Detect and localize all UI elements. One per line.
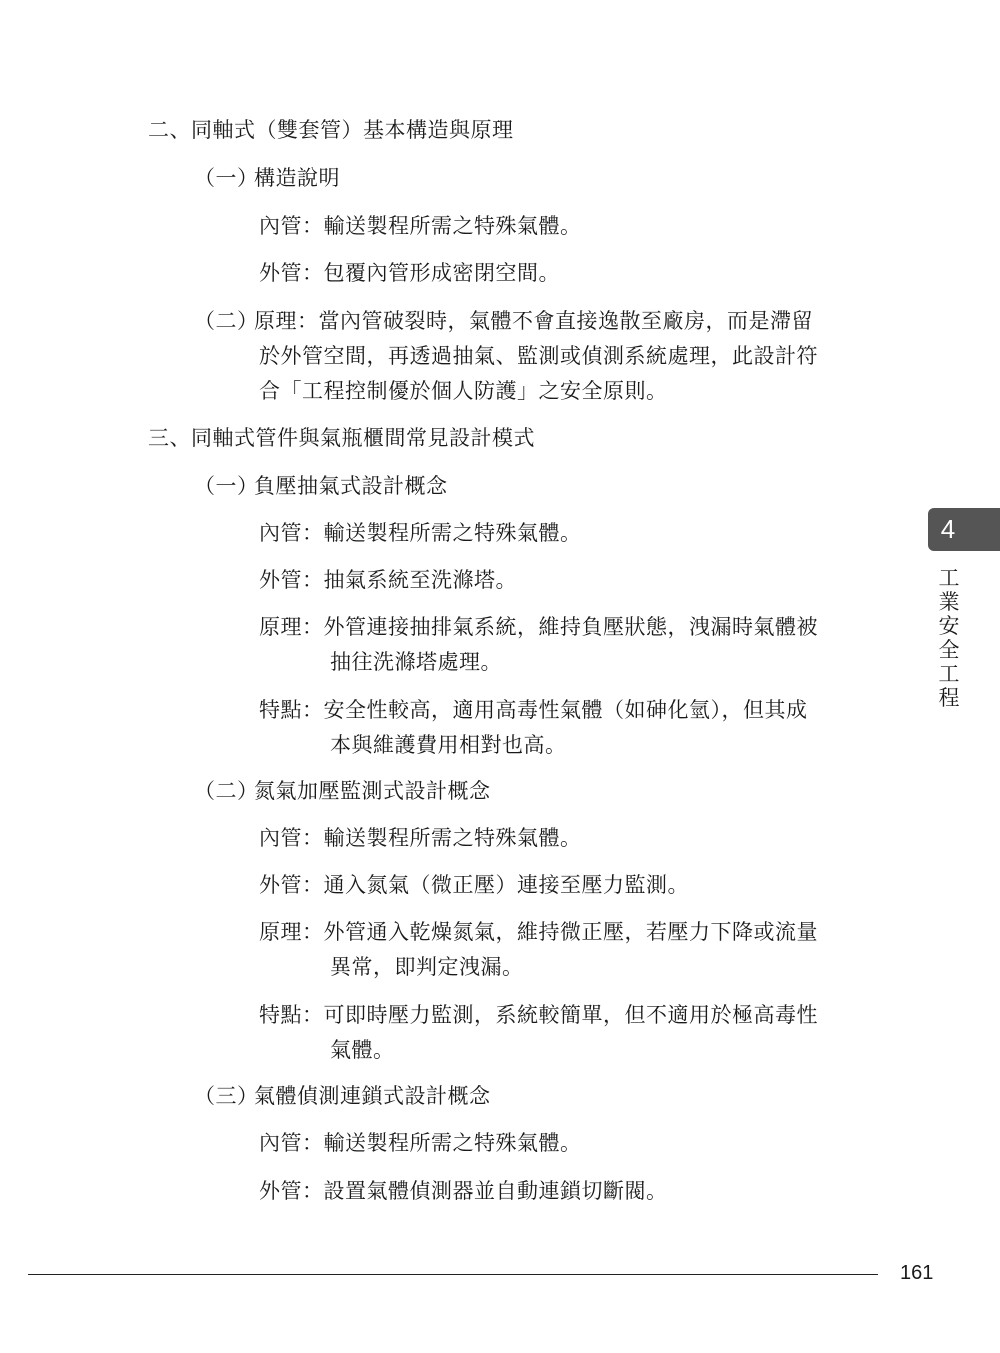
inner-pipe-text: 內管：輸送製程所需之特殊氣體。 bbox=[259, 826, 582, 850]
feature-text-continued: 本與維護費用相對也高。 bbox=[330, 733, 567, 757]
chapter-title-char: 工 bbox=[938, 566, 960, 590]
subsection-number: （一） bbox=[194, 166, 259, 190]
outer-pipe-text: 外管：通入氮氣（微正壓）連接至壓力監測。 bbox=[259, 873, 689, 897]
chapter-title-char: 程 bbox=[938, 686, 960, 710]
chapter-title-char: 安 bbox=[938, 614, 960, 638]
principle-text-continued: 合「工程控制優於個人防護」之安全原則。 bbox=[259, 379, 668, 403]
outer-pipe-text: 外管：設置氣體偵測器並自動連鎖切斷閥。 bbox=[259, 1179, 668, 1203]
section-heading-3: 三、同軸式管件與氣瓶櫃間常見設計模式 bbox=[148, 426, 535, 450]
subsection-heading bbox=[194, 160, 340, 196]
section-heading-2: 二、同軸式（雙套管）基本構造與原理 bbox=[148, 118, 514, 142]
subsection-title: 構造說明 bbox=[254, 166, 340, 190]
chapter-tab bbox=[928, 508, 1000, 551]
subsection-number: （二） bbox=[194, 309, 259, 333]
outer-pipe-text: 外管：包覆內管形成密閉空間。 bbox=[259, 261, 560, 285]
subsection-heading bbox=[194, 303, 813, 339]
outer-pipe-text: 外管：抽氣系統至洗滌塔。 bbox=[259, 568, 517, 592]
subsection-number: （三） bbox=[194, 1084, 259, 1108]
principle-text: 原理：當內管破裂時，氣體不會直接逸散至廠房，而是滯留 bbox=[254, 309, 813, 333]
chapter-title-char: 業 bbox=[938, 590, 960, 614]
subsection-heading bbox=[194, 1078, 491, 1114]
principle-text-continued: 抽往洗滌塔處理。 bbox=[330, 650, 502, 674]
chapter-title-char: 工 bbox=[938, 662, 960, 686]
chapter-title-vertical bbox=[936, 566, 962, 710]
subsection-title: 氮氣加壓監測式設計概念 bbox=[254, 779, 491, 803]
inner-pipe-text: 內管：輸送製程所需之特殊氣體。 bbox=[259, 521, 582, 545]
chapter-title-char: 全 bbox=[938, 638, 960, 662]
principle-text-continued: 異常，即判定洩漏。 bbox=[330, 955, 524, 979]
feature-text: 特點：可即時壓力監測，系統較簡單，但不適用於極高毒性 bbox=[259, 1003, 818, 1027]
subsection-number: （一） bbox=[194, 474, 259, 498]
subsection-heading bbox=[194, 468, 448, 504]
principle-text-continued: 於外管空間，再透過抽氣、監測或偵測系統處理，此設計符 bbox=[259, 344, 818, 368]
footer-divider bbox=[28, 1274, 878, 1275]
subsection-heading bbox=[194, 773, 491, 809]
chapter-number: 4 bbox=[940, 514, 956, 544]
inner-pipe-text: 內管：輸送製程所需之特殊氣體。 bbox=[259, 1131, 582, 1155]
page-number: 161 bbox=[900, 1262, 934, 1284]
feature-text-continued: 氣體。 bbox=[330, 1038, 395, 1062]
feature-text: 特點：安全性較高，適用高毒性氣體（如砷化氫），但其成 bbox=[259, 698, 808, 722]
subsection-number: （二） bbox=[194, 779, 259, 803]
principle-text: 原理：外管連接抽排氣系統，維持負壓狀態，洩漏時氣體被 bbox=[259, 615, 818, 639]
principle-text: 原理：外管通入乾燥氮氣，維持微正壓，若壓力下降或流量 bbox=[259, 920, 818, 944]
inner-pipe-text: 內管：輸送製程所需之特殊氣體。 bbox=[259, 214, 582, 238]
subsection-title: 負壓抽氣式設計概念 bbox=[254, 474, 448, 498]
subsection-title: 氣體偵測連鎖式設計概念 bbox=[254, 1084, 491, 1108]
